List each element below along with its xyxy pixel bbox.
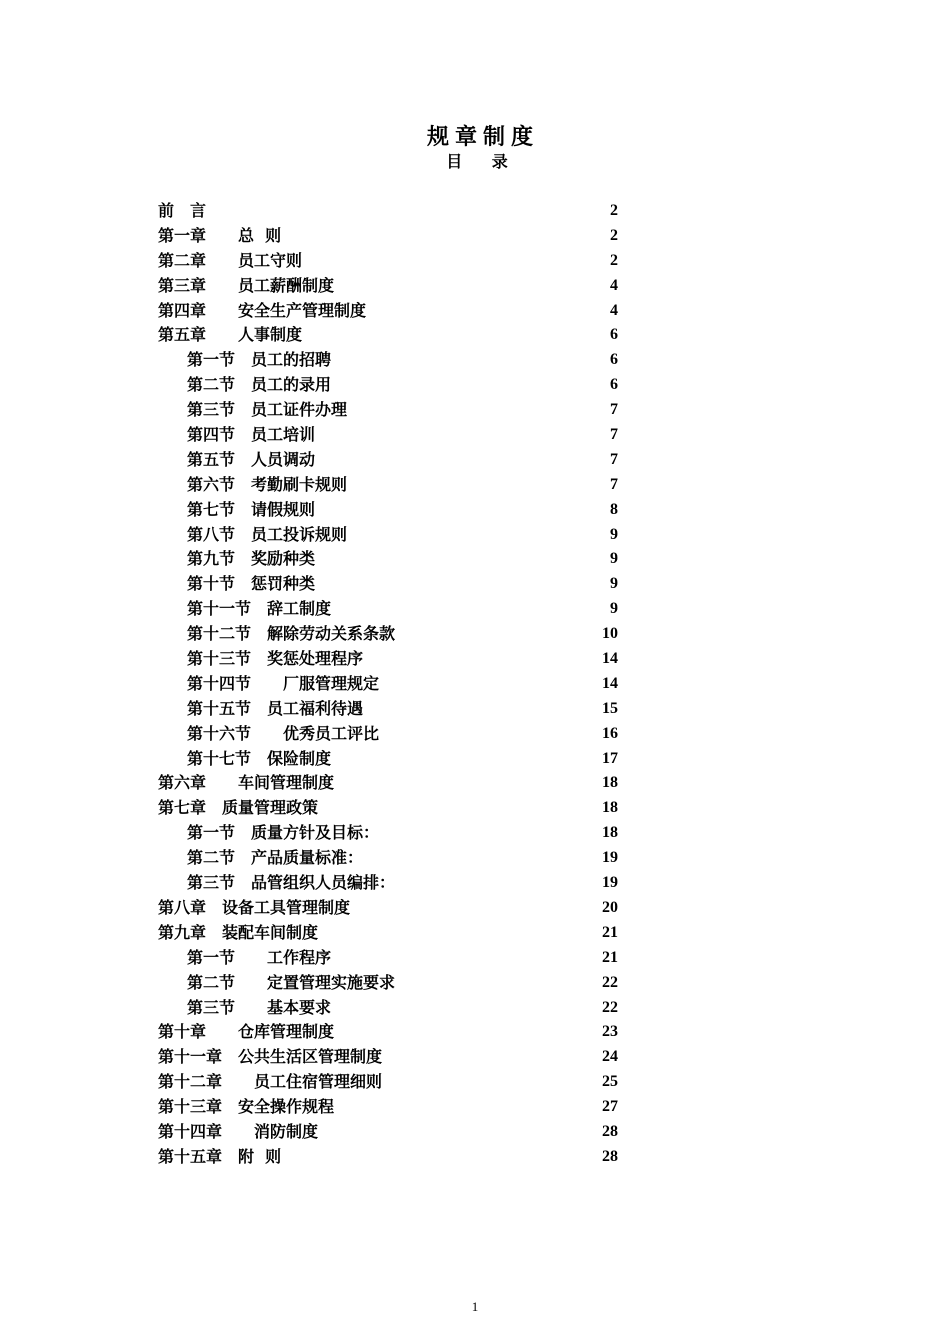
toc-entry-label: 第二节 产品质量标准： — [187, 848, 364, 868]
toc-entry-page-number: 4 — [610, 301, 618, 319]
toc-entry-page-number: 9 — [610, 525, 618, 543]
toc-section-entry[interactable] — [158, 946, 618, 971]
toc-entry-label: 第四节 员工培训 — [187, 425, 316, 445]
toc-chapter-entry[interactable] — [158, 274, 618, 299]
toc-entry-page-number: 21 — [602, 923, 618, 941]
toc-entry-page-number: 27 — [602, 1098, 618, 1116]
toc-section-entry[interactable] — [158, 647, 618, 672]
toc-entry-label: 第一章 总 则 — [158, 225, 282, 245]
toc-section-entry[interactable] — [158, 423, 618, 448]
toc-chapter-entry[interactable] — [158, 1145, 618, 1170]
toc-chapter-entry[interactable] — [158, 224, 618, 249]
toc-entry-label: 第三章 员工薪酬制度 — [158, 275, 335, 295]
toc-entry-label: 第十六节 优秀员工评比 — [187, 723, 380, 743]
toc-section-entry[interactable] — [158, 846, 618, 871]
toc-entry-label: 第九节 奖励种类 — [187, 549, 316, 569]
toc-entry-page-number: 18 — [602, 799, 618, 817]
toc-entry-label: 第二节 定置管理实施要求 — [187, 972, 396, 992]
toc-entry-label: 第十章 仓库管理制度 — [158, 1022, 335, 1042]
toc-entry-label: 第五节 人员调动 — [187, 449, 316, 469]
toc-section-entry[interactable] — [158, 871, 618, 896]
toc-entry-page-number: 21 — [602, 948, 618, 966]
toc-entry-page-number: 28 — [602, 1147, 618, 1165]
toc-entry-label: 第三节 基本要求 — [187, 997, 332, 1017]
toc-section-entry[interactable] — [158, 697, 618, 722]
toc-entry-label: 第六章 车间管理制度 — [158, 773, 335, 793]
toc-entry-page-number: 19 — [602, 874, 618, 892]
toc-entry-page-number: 28 — [602, 1122, 618, 1140]
toc-chapter-entry[interactable] — [158, 1120, 618, 1145]
toc-entry-label: 第十五节 员工福利待遇 — [187, 698, 364, 718]
document-title: 规章制度 — [426, 124, 539, 150]
toc-entry-label: 第一节 工作程序 — [187, 947, 332, 967]
toc-chapter-entry[interactable] — [158, 199, 618, 224]
toc-entry-page-number: 7 — [610, 475, 618, 493]
toc-chapter-entry[interactable] — [158, 1095, 618, 1120]
toc-chapter-entry[interactable] — [158, 1045, 618, 1070]
toc-chapter-entry[interactable] — [158, 299, 618, 324]
toc-entry-page-number: 7 — [610, 426, 618, 444]
toc-entry-label: 第十四节 厂服管理规定 — [187, 673, 380, 693]
toc-chapter-entry[interactable] — [158, 1070, 618, 1095]
toc-entry-page-number: 17 — [602, 749, 618, 767]
toc-entry-label: 第二节 员工的录用 — [187, 375, 332, 395]
toc-chapter-entry[interactable] — [158, 921, 618, 946]
toc-entry-page-number: 25 — [602, 1073, 618, 1091]
toc-section-entry[interactable] — [158, 523, 618, 548]
toc-section-entry[interactable] — [158, 672, 618, 697]
toc-entry-label: 第十二章 员工住宿管理细则 — [158, 1072, 383, 1092]
toc-entry-label: 第十三章 安全操作规程 — [158, 1097, 335, 1117]
toc-entry-page-number: 22 — [602, 973, 618, 991]
toc-entry-page-number: 2 — [610, 251, 618, 269]
toc-entry-label: 第八节 员工投诉规则 — [187, 524, 348, 544]
toc-entry-page-number: 22 — [602, 998, 618, 1016]
toc-entry-page-number: 2 — [610, 226, 618, 244]
toc-entry-page-number: 19 — [602, 849, 618, 867]
toc-entry-page-number: 6 — [610, 351, 618, 369]
toc-entry-page-number: 23 — [602, 1023, 618, 1041]
toc-entry-page-number: 2 — [610, 202, 618, 219]
toc-entry-page-number: 6 — [610, 376, 618, 394]
toc-entry-label: 第十一章 公共生活区管理制度 — [158, 1047, 383, 1067]
toc-section-entry[interactable] — [158, 996, 618, 1021]
toc-section-entry[interactable] — [158, 821, 618, 846]
toc-entry-page-number: 7 — [610, 450, 618, 468]
toc-entry-label: 第七章 质量管理政策 — [158, 798, 319, 818]
toc-entry-label: 第三节 品管组织人员编排： — [187, 873, 396, 893]
toc-entry-label: 第十节 惩罚种类 — [187, 574, 316, 594]
toc-section-entry[interactable] — [158, 373, 618, 398]
toc-heading: 目 录 — [446, 152, 508, 171]
toc-section-entry[interactable] — [158, 747, 618, 772]
table-of-contents — [158, 199, 618, 1170]
toc-entry-label: 第十三节 奖惩处理程序 — [187, 649, 364, 669]
toc-chapter-entry[interactable] — [158, 249, 618, 274]
toc-entry-label: 第三节 员工证件办理 — [187, 400, 348, 420]
toc-entry-page-number: 9 — [610, 550, 618, 568]
toc-entry-label: 前 言 — [158, 201, 207, 220]
toc-section-entry[interactable] — [158, 971, 618, 996]
toc-section-entry[interactable] — [158, 622, 618, 647]
toc-entry-page-number: 7 — [610, 401, 618, 419]
toc-entry-page-number: 6 — [610, 326, 618, 344]
toc-entry-label: 第四章 安全生产管理制度 — [158, 300, 367, 320]
toc-entry-label: 第六节 考勤刷卡规则 — [187, 474, 348, 494]
page-number: 1 — [471, 1299, 479, 1314]
toc-section-entry[interactable] — [158, 597, 618, 622]
toc-chapter-entry[interactable] — [158, 323, 618, 348]
toc-entry-page-number: 4 — [610, 276, 618, 294]
toc-entry-label: 第一节 员工的招聘 — [187, 350, 332, 370]
toc-entry-label: 第一节 质量方针及目标： — [187, 823, 380, 843]
toc-entry-label: 第十四章 消防制度 — [158, 1121, 319, 1141]
toc-entry-label: 第十五章 附 则 — [158, 1146, 282, 1166]
toc-entry-page-number: 14 — [602, 650, 618, 668]
toc-entry-label: 第九章 装配车间制度 — [158, 922, 319, 942]
toc-entry-page-number: 18 — [602, 824, 618, 842]
toc-section-entry[interactable] — [158, 547, 618, 572]
toc-entry-page-number: 8 — [610, 500, 618, 518]
toc-entry-page-number: 24 — [602, 1048, 618, 1066]
toc-entry-label: 第五章 人事制度 — [158, 325, 303, 345]
toc-section-entry[interactable] — [158, 498, 618, 523]
toc-entry-label: 第十二节 解除劳动关系条款 — [187, 624, 396, 644]
toc-chapter-entry[interactable] — [158, 1020, 618, 1045]
toc-section-entry[interactable] — [158, 448, 618, 473]
toc-entry-page-number: 18 — [602, 774, 618, 792]
toc-entry-page-number: 16 — [602, 724, 618, 742]
toc-section-entry[interactable] — [158, 348, 618, 373]
toc-section-entry[interactable] — [158, 398, 618, 423]
toc-chapter-entry[interactable] — [158, 796, 618, 821]
toc-entry-page-number: 14 — [602, 674, 618, 692]
toc-entry-label: 第八章 设备工具管理制度 — [158, 897, 351, 917]
toc-entry-label: 第十七节 保险制度 — [187, 748, 332, 768]
toc-entry-page-number: 20 — [602, 898, 618, 916]
toc-chapter-entry[interactable] — [158, 771, 618, 796]
toc-chapter-entry[interactable] — [158, 896, 618, 921]
toc-entry-label: 第二章 员工守则 — [158, 250, 303, 270]
toc-entry-page-number: 10 — [602, 625, 618, 643]
toc-entry-page-number: 9 — [610, 575, 618, 593]
toc-section-entry[interactable] — [158, 572, 618, 597]
toc-entry-label: 第十一节 辞工制度 — [187, 599, 332, 619]
toc-entry-page-number: 9 — [610, 600, 618, 618]
toc-section-entry[interactable] — [158, 473, 618, 498]
toc-section-entry[interactable] — [158, 722, 618, 747]
toc-entry-label: 第七节 请假规则 — [187, 499, 316, 519]
toc-entry-page-number: 15 — [602, 699, 618, 717]
